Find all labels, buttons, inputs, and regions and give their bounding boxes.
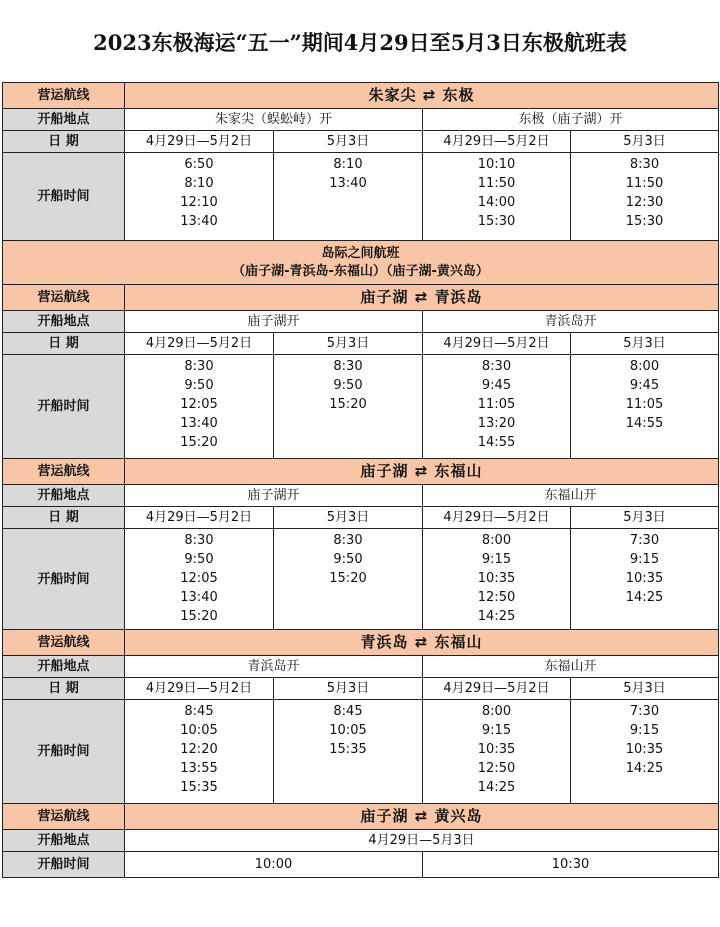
- ferry-schedule-table: [2, 82, 719, 878]
- time-row: [3, 355, 719, 459]
- date-cell: 4月29日—5月2日: [125, 131, 274, 153]
- time-cell: [423, 529, 571, 630]
- date-cell: 4月29日—5月2日: [423, 678, 571, 700]
- departure-time: 11:50: [625, 176, 664, 191]
- depart-origin: 青浜岛开: [125, 656, 423, 678]
- time-cell: [125, 153, 274, 241]
- route-row: [3, 83, 719, 109]
- departure-time: 13:40: [180, 214, 218, 229]
- time-cell: [571, 529, 719, 630]
- section-header-cell: [3, 241, 719, 285]
- time-label: 开船时间: [3, 700, 125, 804]
- route-row: [3, 285, 719, 311]
- departure-time: 9:15: [629, 552, 660, 567]
- departure-time: 10:10: [477, 157, 516, 172]
- time-row: [3, 852, 719, 878]
- departure-time: 8:30: [184, 359, 214, 374]
- time-row: [3, 529, 719, 630]
- departure-time: 8:00: [481, 533, 512, 548]
- date-cell: 4月29日—5月2日: [125, 333, 274, 355]
- date-cell: 5月3日: [274, 333, 423, 355]
- departure-time: 11:05: [625, 397, 664, 412]
- departure-time: 13:40: [180, 416, 218, 431]
- time-cell: [423, 700, 571, 804]
- departure-time: 12:05: [180, 397, 218, 412]
- time-row: [3, 153, 719, 241]
- departure-time: 13:55: [180, 761, 218, 776]
- route-row: [3, 459, 719, 485]
- depart-row: [3, 485, 719, 507]
- departure-time: 10:30: [423, 852, 719, 878]
- time-cell: [125, 355, 274, 459]
- depart-label: 开船地点: [3, 485, 125, 507]
- departure-time: 7:30: [629, 704, 660, 719]
- departure-time: 14:25: [625, 761, 664, 776]
- departure-time: 10:05: [180, 723, 218, 738]
- time-cell: [423, 153, 571, 241]
- date-label: 日 期: [3, 678, 125, 700]
- departure-time: 10:35: [477, 571, 516, 586]
- departure-time: 12:50: [477, 761, 516, 776]
- depart-label: 开船地点: [3, 656, 125, 678]
- date-cell: 5月3日: [571, 131, 719, 153]
- depart-row: [3, 830, 719, 852]
- time-cell: [423, 355, 571, 459]
- departure-time: 9:50: [184, 378, 214, 393]
- route-name: 庙子湖 ⇄ 黄兴岛: [125, 804, 719, 830]
- route-name: 朱家尖 ⇄ 东极: [125, 83, 719, 109]
- departure-time: 13:40: [180, 590, 218, 605]
- departure-time: 12:30: [625, 195, 664, 210]
- departure-time: 9:15: [481, 723, 512, 738]
- depart-label: 开船地点: [3, 311, 125, 333]
- date-label: 日 期: [3, 131, 125, 153]
- date-row: [3, 678, 719, 700]
- departure-time: 9:45: [629, 378, 660, 393]
- departure-time: 14:55: [625, 416, 664, 431]
- departure-time: 8:30: [481, 359, 512, 374]
- departure-time: 15:35: [329, 742, 367, 757]
- time-label: 开船时间: [3, 529, 125, 630]
- date-label: 日 期: [3, 333, 125, 355]
- departure-time: 8:30: [629, 157, 660, 172]
- departure-time: 15:20: [329, 571, 367, 586]
- departure-time: 11:05: [477, 397, 516, 412]
- depart-origin: 青浜岛开: [423, 311, 719, 333]
- route-label: 营运航线: [3, 285, 125, 311]
- date-cell: 5月3日: [571, 333, 719, 355]
- departure-time: 9:15: [629, 723, 660, 738]
- departure-time: 9:15: [481, 552, 512, 567]
- departure-time: 14:55: [477, 435, 516, 450]
- departure-time: 8:30: [333, 359, 363, 374]
- departure-time: 14:25: [477, 609, 516, 624]
- date-cell: 4月29日—5月2日: [423, 507, 571, 529]
- departure-time: 15:20: [180, 435, 218, 450]
- depart-origin: 朱家尖（蜈蚣峙）开: [125, 109, 423, 131]
- time-cell: [125, 700, 274, 804]
- date-cell: 4月29日—5月2日: [125, 678, 274, 700]
- departure-time: 10:35: [477, 742, 516, 757]
- date-row: [3, 507, 719, 529]
- departure-time: 8:00: [629, 359, 660, 374]
- depart-label: 开船地点: [3, 830, 125, 852]
- departure-time: 12:20: [180, 742, 218, 757]
- date-cell: 4月29日—5月3日: [125, 830, 719, 852]
- departure-time: 9:50: [184, 552, 214, 567]
- departure-time: 14:00: [477, 195, 516, 210]
- departure-time: 12:10: [180, 195, 218, 210]
- departure-time: 8:00: [481, 704, 512, 719]
- route-name: 青浜岛 ⇄ 东福山: [125, 630, 719, 656]
- departure-time: 12:50: [477, 590, 516, 605]
- departure-time: 8:10: [333, 157, 363, 172]
- time-cell: [274, 529, 423, 630]
- departure-time: 13:40: [329, 176, 367, 191]
- departure-time: 8:30: [333, 533, 363, 548]
- time-cell: [125, 529, 274, 630]
- depart-origin: 庙子湖开: [125, 311, 423, 333]
- departure-time: 14:25: [625, 590, 664, 605]
- departure-time: 10:35: [625, 742, 664, 757]
- departure-time: 14:25: [477, 780, 516, 795]
- departure-time: 10:05: [329, 723, 367, 738]
- depart-row: [3, 311, 719, 333]
- route-name: 庙子湖 ⇄ 青浜岛: [125, 285, 719, 311]
- departure-time: 11:50: [477, 176, 516, 191]
- date-row: [3, 131, 719, 153]
- departure-time: 7:30: [629, 533, 660, 548]
- route-name: 庙子湖 ⇄ 东福山: [125, 459, 719, 485]
- time-cell: [571, 700, 719, 804]
- depart-origin: 东福山开: [423, 656, 719, 678]
- date-cell: 4月29日—5月2日: [423, 131, 571, 153]
- departure-time: 15:20: [180, 609, 218, 624]
- time-cell: [571, 153, 719, 241]
- departure-time: 8:10: [184, 176, 214, 191]
- departure-time: 13:20: [477, 416, 516, 431]
- section-subtitle: （庙子湖-青浜岛-东福山）（庙子湖-黄兴岛）: [232, 263, 489, 279]
- page-title: 2023东极海运“五一”期间4月29日至5月3日东极航班表: [93, 30, 627, 55]
- departure-time: 10:00: [125, 852, 423, 878]
- section-header-row: [3, 241, 719, 285]
- departure-time: 15:35: [180, 780, 218, 795]
- date-cell: 5月3日: [274, 678, 423, 700]
- departure-time: 15:30: [477, 214, 516, 229]
- date-cell: 5月3日: [274, 507, 423, 529]
- time-cell: [571, 355, 719, 459]
- departure-time: 8:30: [184, 533, 214, 548]
- date-cell: 4月29日—5月2日: [125, 507, 274, 529]
- date-cell: 5月3日: [571, 507, 719, 529]
- route-row: [3, 804, 719, 830]
- time-row: [3, 700, 719, 804]
- date-cell: 4月29日—5月2日: [423, 333, 571, 355]
- departure-time: 12:05: [180, 571, 218, 586]
- route-label: 营运航线: [3, 83, 125, 109]
- depart-origin: 东极（庙子湖）开: [423, 109, 719, 131]
- section-title: 岛际之间航班: [321, 245, 400, 261]
- time-label: 开船时间: [3, 153, 125, 241]
- depart-origin: 东福山开: [423, 485, 719, 507]
- depart-label: 开船地点: [3, 109, 125, 131]
- date-cell: 5月3日: [571, 678, 719, 700]
- time-label: 开船时间: [3, 355, 125, 459]
- depart-origin: 庙子湖开: [125, 485, 423, 507]
- departure-time: 6:50: [184, 157, 214, 172]
- depart-row: [3, 109, 719, 131]
- time-cell: [274, 153, 423, 241]
- time-label: 开船时间: [3, 852, 125, 878]
- route-label: 营运航线: [3, 804, 125, 830]
- time-cell: [274, 355, 423, 459]
- route-label: 营运航线: [3, 459, 125, 485]
- route-row: [3, 630, 719, 656]
- date-cell: 5月3日: [274, 131, 423, 153]
- departure-time: 9:45: [481, 378, 512, 393]
- departure-time: 8:45: [333, 704, 363, 719]
- departure-time: 10:35: [625, 571, 664, 586]
- time-cell: [274, 700, 423, 804]
- date-label: 日 期: [3, 507, 125, 529]
- departure-time: 9:50: [333, 552, 363, 567]
- depart-row: [3, 656, 719, 678]
- departure-time: 9:50: [333, 378, 363, 393]
- departure-time: 15:30: [625, 214, 664, 229]
- date-row: [3, 333, 719, 355]
- route-label: 营运航线: [3, 630, 125, 656]
- departure-time: 8:45: [184, 704, 214, 719]
- departure-time: 15:20: [329, 397, 367, 412]
